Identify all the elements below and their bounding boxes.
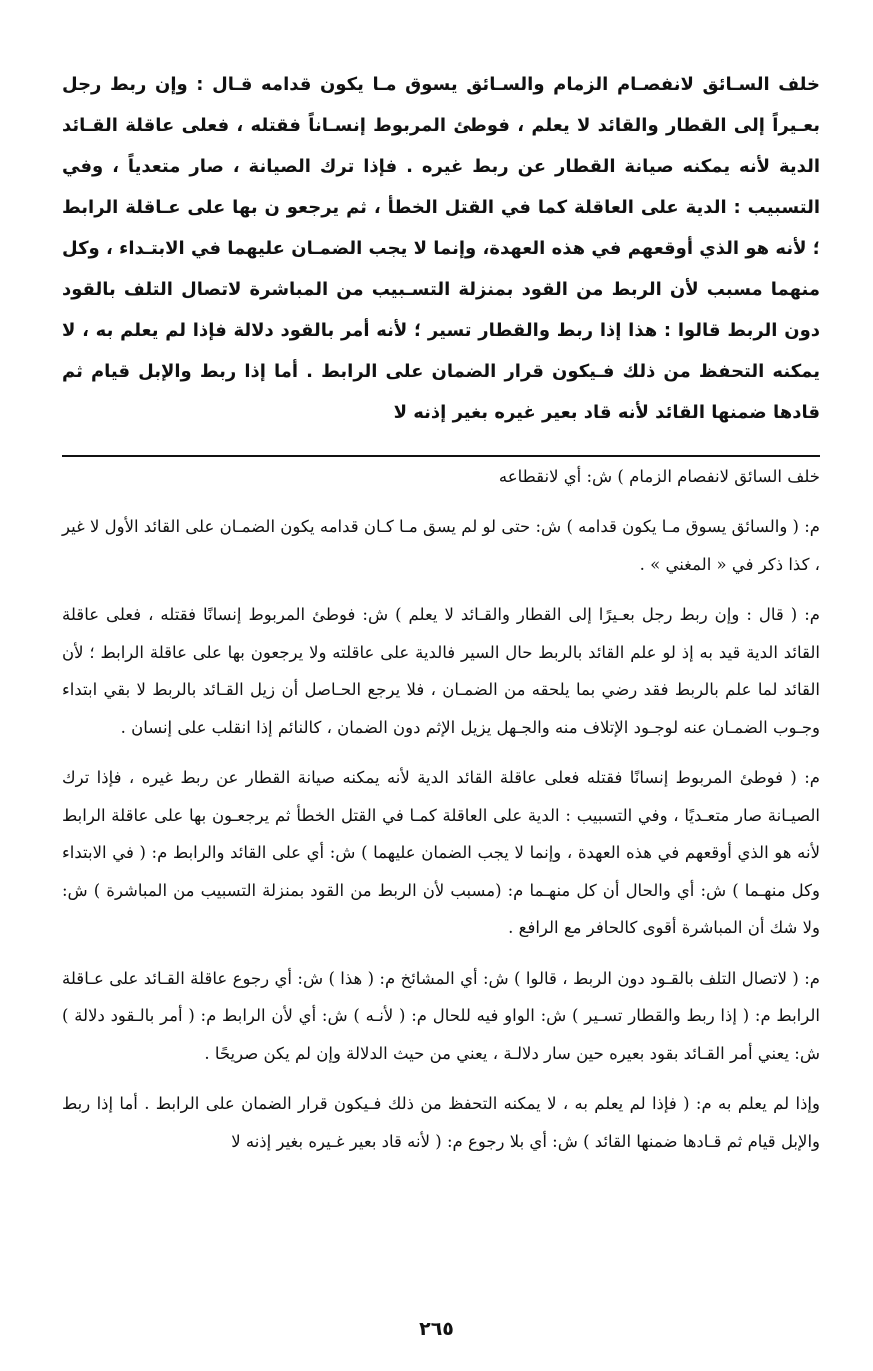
sharh-paragraph: م: ( لاتصال التلف بالقـود دون الربط ، قالوا ) ش: أي المشائخ م: ( هذا ) ش: أي رجوع عاقلة القـائد على عـاقلة الرابط م: ( إذا ربط والقطار تسـير ) ش: الواو فيه للحال م: ( لأنـه ) ش: أي لأن الرابط م: ( أمر بالـقود دلالة ) ش: يعني أمر القـائد بقود بعيره حين سار دلالـة ، يعني من حيث الدلالة وإن لم يكن صريحًا . (62, 968, 820, 1063)
matn-section (62, 64, 820, 433)
section-divider (62, 455, 820, 457)
sharh-paragraph: م: ( قال : وإن ربط رجل بعـيرًا إلى القطار والقـائد لا يعلم ) ش: فوطئ المربوط إنسانًا فقتله ، فعلى عاقلة القائد الدية قيد به إذ لو علم القائد بالربط حال السير فالدية على عاقلته ولا يرجعون بها على عاقلة الرابط ؛ لأن القائد لما علم بالربط فقد رضي بما يلحقه من الضمـان ، فلا يرجع الحـاصل أن زيل القـائد بالربط لا بقي ابتداء وجـوب الضمـان عنه لوجـود الإتلاف منه والجـهل يزيل الإثم دون الضمان ، كالنائم إذا انقلب على إنسان . (62, 605, 820, 737)
sharh-section (62, 458, 820, 1160)
page-number: ٢٦٥ (419, 1318, 454, 1340)
sharh-first-line: خلف السائق لانفصام الزمام ) ش: أي لانقطاعه (498, 467, 820, 486)
sharh-paragraph: م: ( فوطئ المربوط إنسانًا فقتله فعلى عاقلة القائد الدية لأنه يمكنه صيانة القطار عن ربط غيره ، فإذا ترك الصيـانة صار متعـديًا ، وفي التسبيب : الدية على العاقلة كمـا في القتل الخطأ ثم يرجعـون بها على عاقلة الرابط لأنه هو الذي أوقعهم في هذه العهدة ، وإنما لا يجب الضمان عليهما ) ش: أي على القائد والرابط م: ( في الابتداء وكل منهـما ) ش: أي والحال أن كل منهـما م: (مسبب لأن الربط من القود بمنزلة التسبيب من المباشرة ) ش: ولا شك أن المباشرة أقوى كالحافر مع الرافع . (62, 768, 820, 937)
sharh-paragraph: م: ( والسائق يسوق مـا يكون قدامه ) ش: حتى لو لم يسق مـا كـان قدامه يكون الضمـان على القائد الأول لا غير ، كذا ذكر في « المغني » . (62, 517, 820, 574)
sharh-paragraph: وإذا لم يعلم به م: ( فإذا لم يعلم به ، لا يمكنه التحفظ من ذلك فـيكون قرار الضمان على الرابط . أما إذا ربط والإبل قيام ثم قـادها ضمنها القائد ) ش: أي بلا رجوع م: ( لأنه قاد بعير غـيره بغير إذنه لا (62, 1094, 820, 1151)
matn-text: خلف السـائق لانفصـام الزمام والسـائق يسوق مـا يكون قدامه قـال : وإن ربط رجل بعـيراً إلى القطار والقائد لا يعلم ، فوطئ المربوط إنسـاناً فقتله ، فعلى عاقلة القـائد الدية لأنه يمكنه صيانة القطار عن ربط غيره . فإذا ترك الصيانة ، صار متعدياً ، وفي التسبيب : الدية على العاقلة كما في القتل الخطأ ، ثم يرجعو ن بها على عـاقلة الرابط ؛ لأنه هو الذي أوقعهم في هذه العهدة، وإنما لا يجب الضمـان عليهما في الابتـداء ، وكل منهما مسبب لأن الربط من القود بمنزلة التسـبيب من المباشرة لاتصال التلف بالقود دون الربط قالوا : هذا إذا ربط والقطار تسير ؛ لأنه أمر بالقود دلالة فإذا لم يعلم به ، لا يمكنه التحفظ من ذلك فـيكون قرار الضمان على الرابط . أما إذا ربط والإبل قيام ثم قادها ضمنها القائد لأنه قاد بعير غيره بغير إذنه لا (62, 74, 820, 423)
